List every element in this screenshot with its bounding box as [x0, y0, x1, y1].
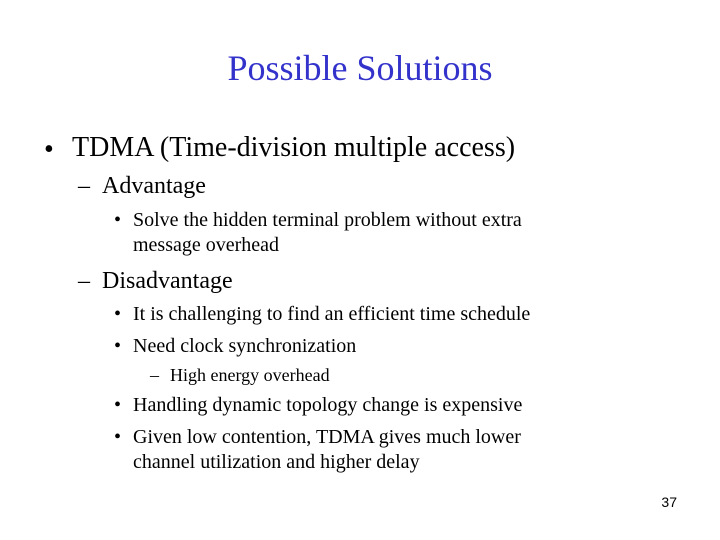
- dash-icon: –: [150, 365, 159, 385]
- advantage-item-line: message overhead: [133, 234, 280, 256]
- page-number: 37: [661, 494, 677, 510]
- bullet-icon: •: [114, 209, 122, 231]
- advantage-item-line: Solve the hidden terminal problem without extra: [133, 209, 522, 231]
- disadvantage-item-line: Given low contention, TDMA gives much lower: [133, 426, 521, 448]
- slide-title: Possible Solutions: [227, 48, 493, 88]
- disadvantage-heading: Disadvantage: [102, 268, 233, 294]
- disadvantage-item-line: Need clock synchronization: [133, 335, 357, 357]
- disadvantage-subitem-line: High energy overhead: [170, 365, 330, 385]
- disadvantage-item-line: Handling dynamic topology change is expensive: [133, 394, 523, 416]
- disadvantage-item-line: It is challenging to find an efficient time schedule: [133, 303, 531, 325]
- bullet-icon: •: [114, 303, 122, 325]
- bullet-icon: •: [114, 335, 122, 357]
- disadvantage-item-line: channel utilization and higher delay: [133, 451, 420, 473]
- bullet-icon: •: [114, 426, 122, 448]
- bullet-text-tdma: TDMA (Time-division multiple access): [72, 132, 516, 163]
- bullet-icon: •: [114, 394, 122, 416]
- dash-icon: –: [78, 173, 90, 199]
- advantage-heading: Advantage: [102, 173, 206, 199]
- bullet-icon: •: [44, 134, 54, 165]
- dash-icon: –: [78, 268, 90, 294]
